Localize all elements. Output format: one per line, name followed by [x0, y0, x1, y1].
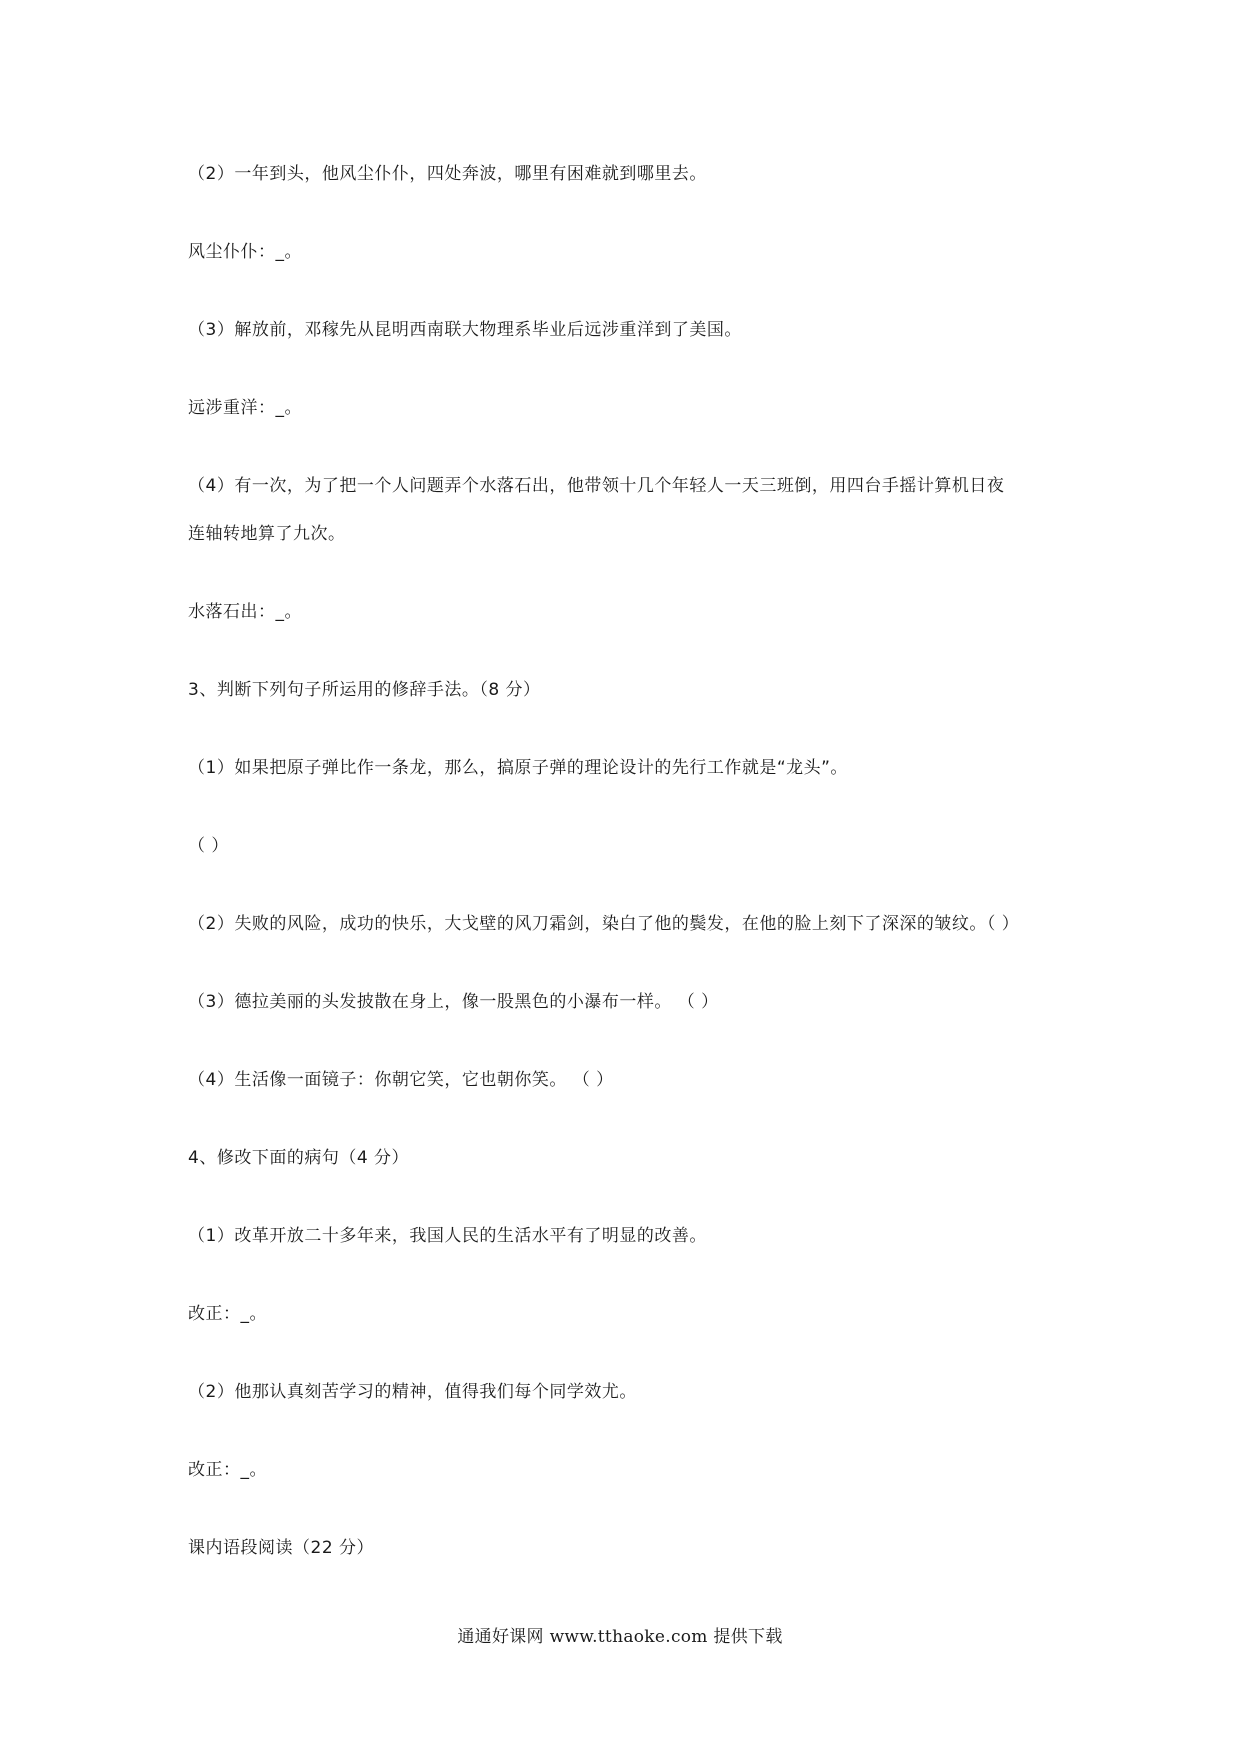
section-reading-heading: 课内语段阅读（22 分）	[188, 1538, 375, 1558]
question-2-4-sentence: （4）有一次，为了把一个人问题弄个水落石出，他带领十几个年轻人一天三班倒，用四台手摇计算机日夜	[188, 476, 1005, 496]
answer-line-4-1: 改正：_。	[188, 1304, 267, 1324]
answer-paren-3-1: （ ）	[188, 836, 229, 856]
answer-line-fengchen: 风尘仆仆：_。	[188, 242, 302, 262]
question-4-1-sentence: （1）改革开放二十多年来，我国人民的生活水平有了明显的改善。	[188, 1226, 707, 1246]
question-2-3-sentence: （3）解放前，邓稼先从昆明西南联大物理系毕业后远涉重洋到了美国。	[188, 320, 742, 340]
section-3-heading: 3、判断下列句子所运用的修辞手法。（8 分）	[188, 680, 541, 700]
question-3-4-sentence: （4）生活像一面镜子：你朝它笑，它也朝你笑。 （ ）	[188, 1070, 614, 1090]
answer-line-4-2: 改正：_。	[188, 1460, 267, 1480]
page-footer: 通通好课网 www.tthaoke.com 提供下载	[457, 1627, 783, 1647]
question-3-1-sentence: （1）如果把原子弹比作一条龙，那么，搞原子弹的理论设计的先行工作就是“龙头”。	[188, 758, 848, 778]
question-3-2-sentence: （2）失败的风险，成功的快乐，大戈壁的风刀霜剑，染白了他的鬓发，在他的脸上刻下了深深的皱纹。（ ）	[188, 914, 1020, 934]
question-2-2-sentence: （2）一年到头，他风尘仆仆，四处奔波，哪里有困难就到哪里去。	[188, 164, 707, 184]
question-2-4-sentence-cont: 连轴转地算了九次。	[188, 524, 346, 544]
answer-line-yuanshe: 远涉重洋：_。	[188, 398, 302, 418]
question-4-2-sentence: （2）他那认真刻苦学习的精神，值得我们每个同学效尤。	[188, 1382, 637, 1402]
answer-line-shuiluo: 水落石出：_。	[188, 602, 302, 622]
section-4-heading: 4、修改下面的病句（4 分）	[188, 1148, 410, 1168]
question-3-3-sentence: （3）德拉美丽的头发披散在身上，像一股黑色的小瀑布一样。 （ ）	[188, 992, 719, 1012]
